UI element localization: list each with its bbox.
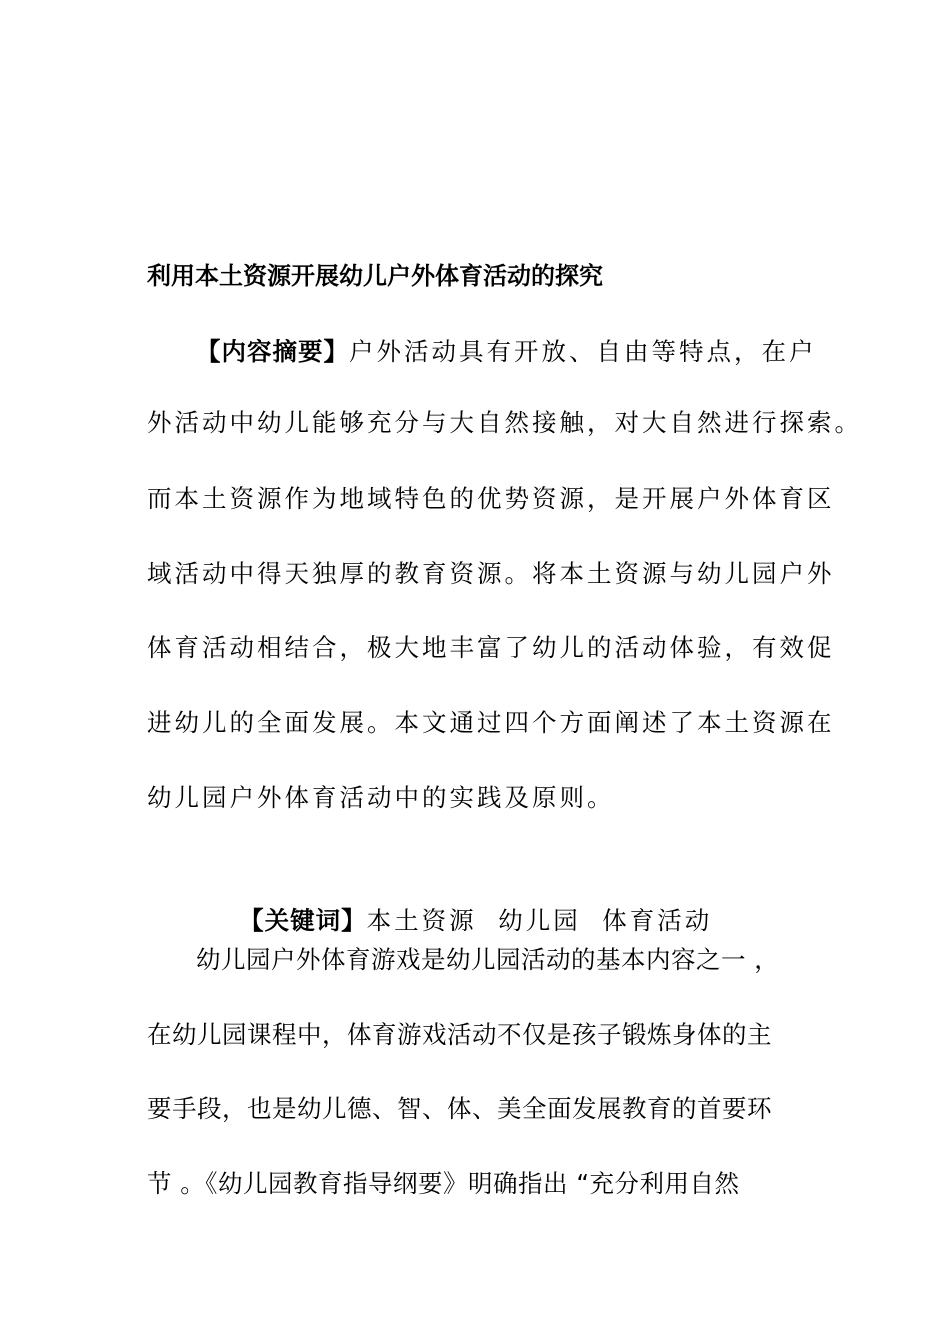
document-title: 利用本土资源开展幼儿户外体育活动的探究 — [147, 262, 603, 290]
body-line-4: 节 。《幼儿园教育指导纲要》明确指出 “充分利用自然 — [147, 1169, 740, 1198]
body-line-2: 在幼儿园课程中，体育游戏活动不仅是孩子锻炼身体的主 — [147, 1020, 772, 1049]
abstract-line-4: 域活动中得天独厚的教育资源。将本土资源与幼儿园户外 — [147, 559, 835, 588]
abstract-line-1 — [196, 334, 817, 370]
keywords-text: 本土资源 幼儿园 体育活动 — [366, 906, 713, 935]
body-line-1: 幼儿园户外体育游戏是幼儿园活动的基本内容之一 ， — [196, 945, 780, 974]
abstract-line-6: 进幼儿的全面发展。本文通过四个方面阐述了本土资源在 — [147, 708, 835, 737]
body-line-3: 要手段，也是幼儿德、智、体、美全面发展教育的首要环 — [147, 1094, 772, 1123]
abstract-line-2: 外活动中幼儿能够充分与大自然接触，对大自然进行探索。 — [147, 408, 862, 437]
abstract-text: 户外活动具有开放、自由等特点，在户 — [349, 337, 817, 366]
keywords-label: 【关键词】 — [239, 906, 367, 935]
abstract-line-5: 体育活动相结合，极大地丰富了幼儿的活动体验，有效促 — [147, 633, 835, 662]
abstract-line-7: 幼儿园户外体育活动中的实践及原则。 — [147, 783, 615, 812]
abstract-line-3: 而本土资源作为地域特色的优势资源，是开展户外体育区 — [147, 484, 835, 513]
abstract-label: 【内容摘要】 — [196, 337, 349, 366]
